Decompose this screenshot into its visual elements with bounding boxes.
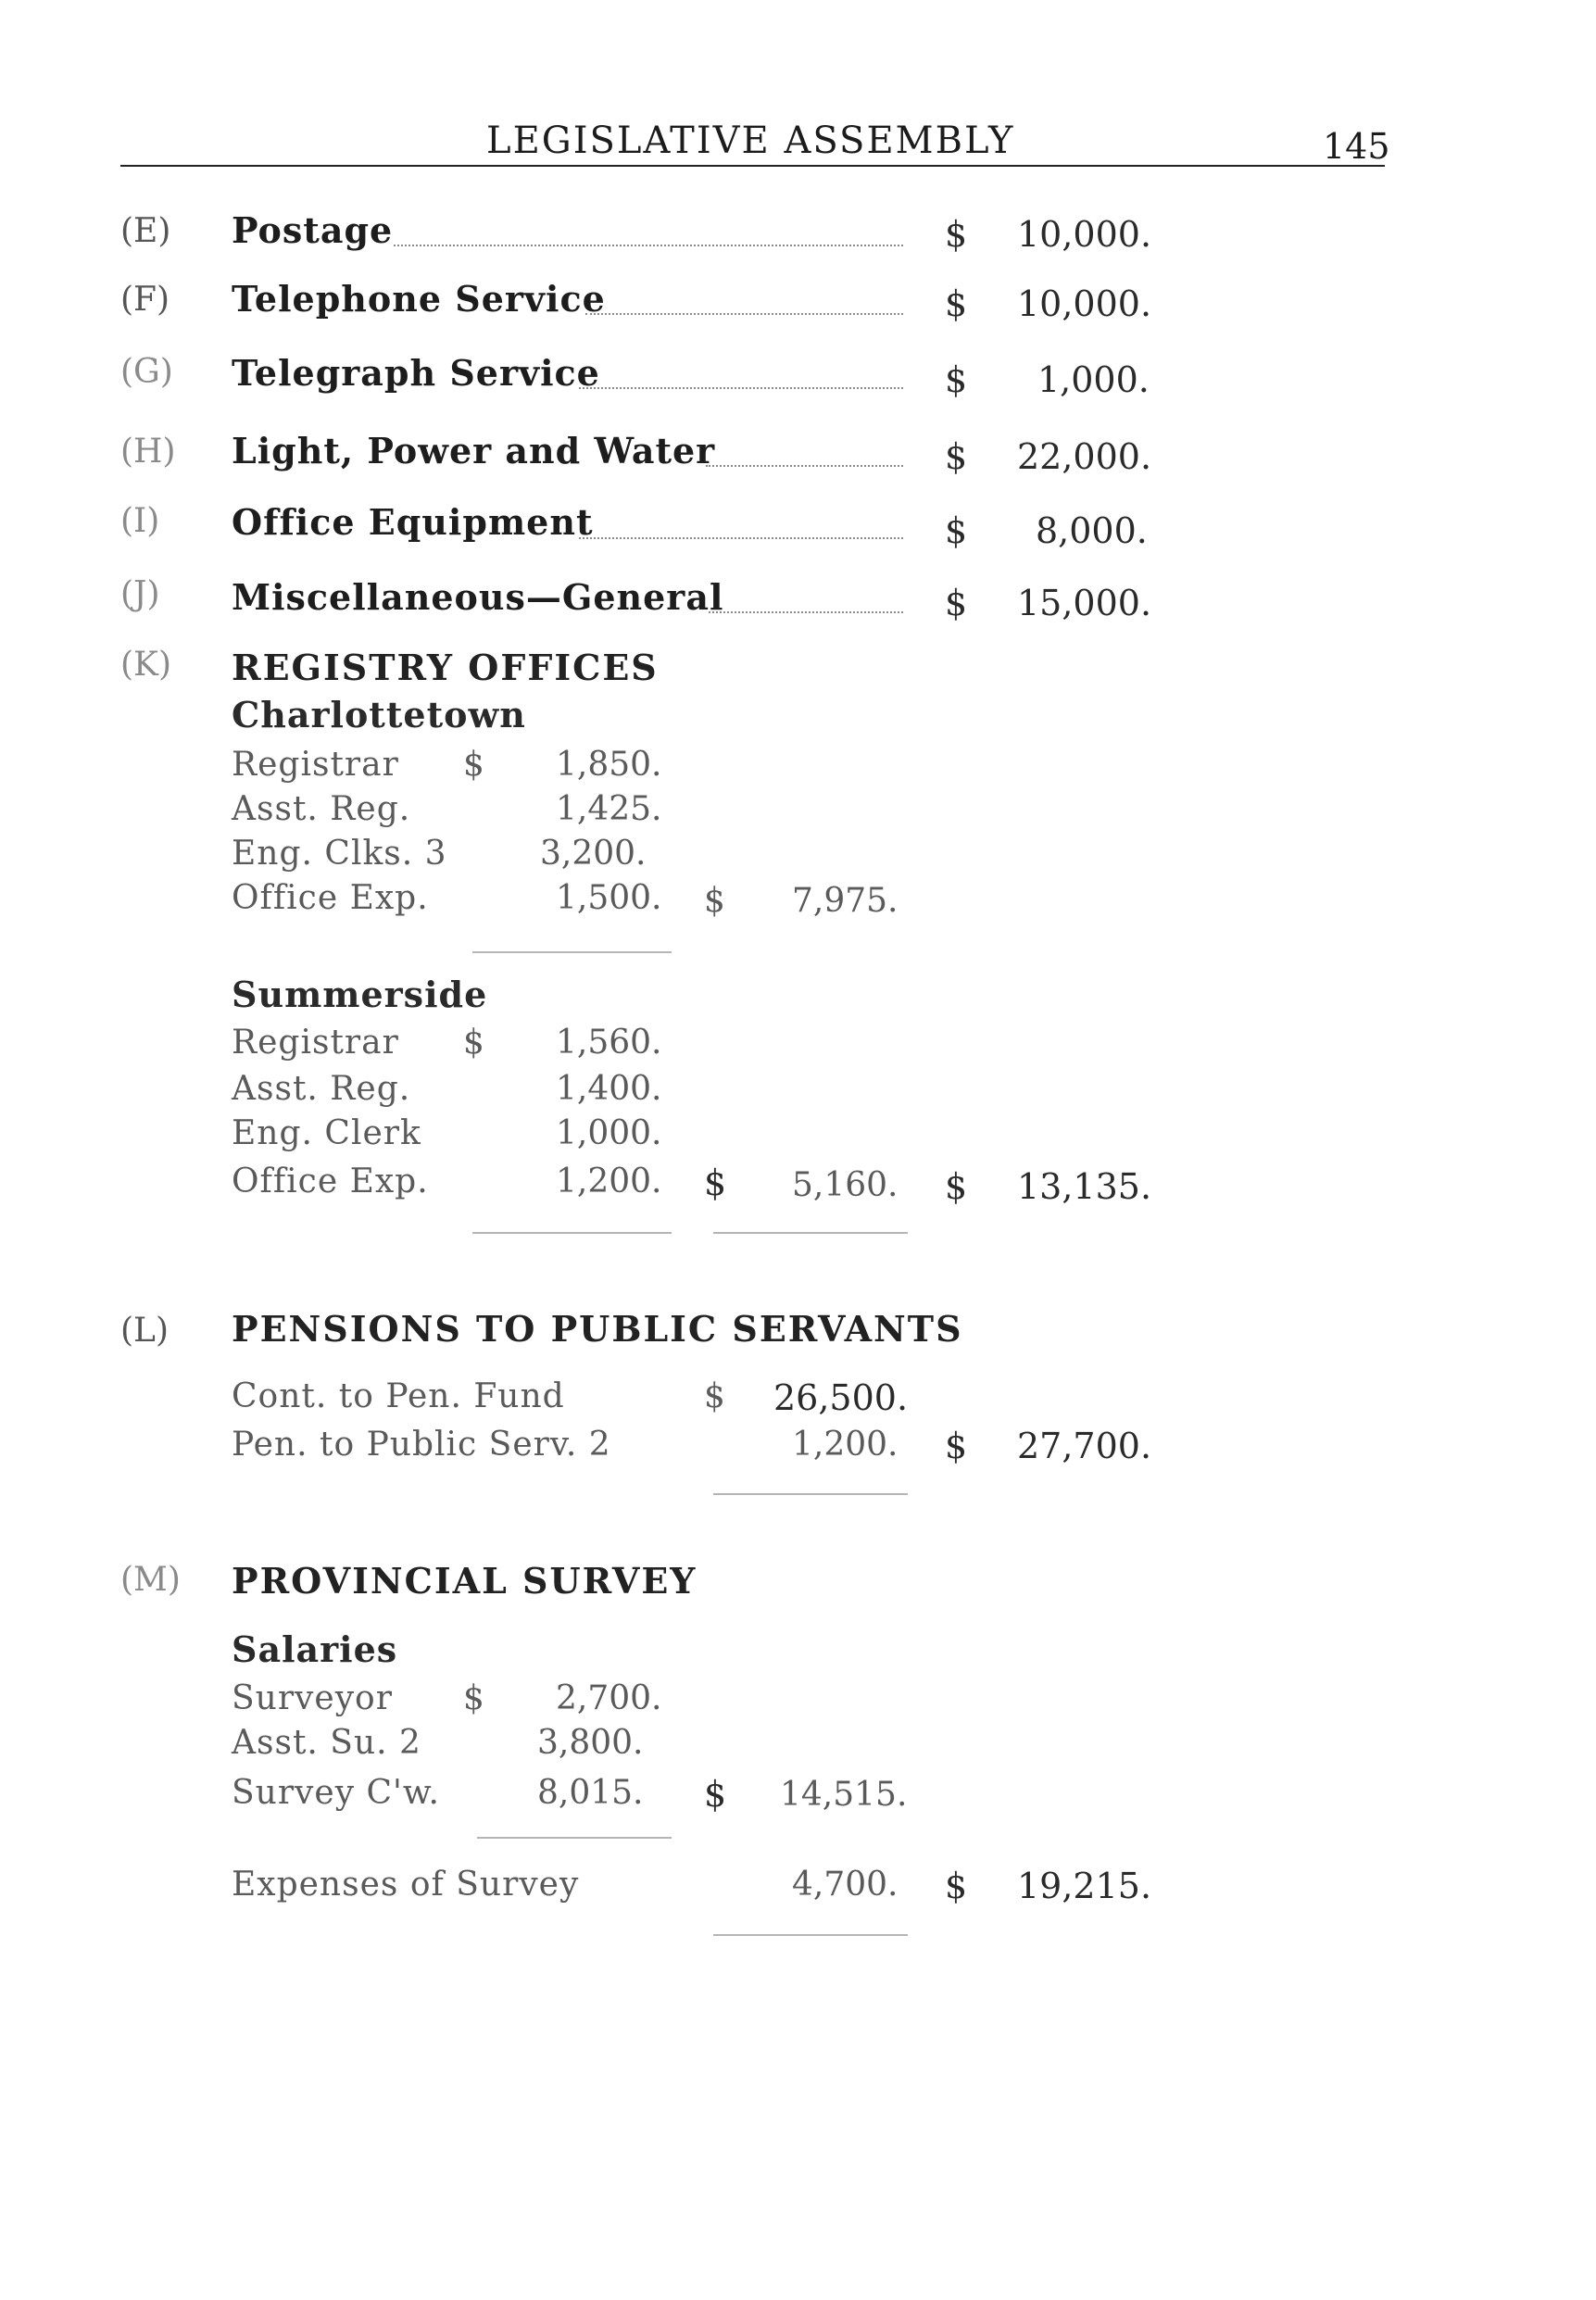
dot-leader xyxy=(709,611,903,613)
row-label: Registrar xyxy=(232,1024,399,1062)
row-amount: 1,400. xyxy=(556,1070,662,1108)
row-label: Registrar xyxy=(232,746,399,784)
item-amount-telegraph-service: 1,000. xyxy=(1037,359,1150,400)
item-letter-j: (J) xyxy=(120,575,160,613)
subtotal-rule xyxy=(477,1837,672,1839)
dollar-sign: $ xyxy=(945,510,968,551)
row-label: Asst. Reg. xyxy=(232,1070,411,1108)
row-amount: 3,800. xyxy=(537,1724,644,1762)
total-provincial-survey: 19,215. xyxy=(1017,1866,1152,1906)
dot-leader xyxy=(394,245,903,246)
page-number: 145 xyxy=(1323,126,1390,167)
row-label: Surveyor xyxy=(232,1679,393,1717)
row-amount: 1,560. xyxy=(556,1024,662,1062)
dollar-sign: $ xyxy=(945,1426,968,1466)
item-amount-postage: 10,000. xyxy=(1017,214,1152,255)
subtotal-rule xyxy=(713,1934,908,1936)
dollar-sign: $ xyxy=(704,1774,727,1815)
row-amount: 1,000. xyxy=(556,1114,662,1152)
section-title-pensions: PENSIONS TO PUBLIC SERVANTS xyxy=(232,1308,963,1350)
dot-leader xyxy=(579,537,903,539)
row-amount: 3,200. xyxy=(540,835,647,873)
dollar-sign: $ xyxy=(945,283,968,324)
subtotal-rule xyxy=(713,1232,908,1234)
item-letter-f: (F) xyxy=(120,281,170,319)
subsection-title-charlottetown: Charlottetown xyxy=(232,694,526,735)
dot-leader xyxy=(579,387,903,389)
item-amount-office-equipment: 8,000. xyxy=(1036,510,1148,551)
item-label-light-power-water: Light, Power and Water xyxy=(232,430,716,471)
row-label: Pen. to Public Serv. 2 xyxy=(232,1426,611,1464)
subtotal-salaries: 14,515. xyxy=(780,1776,908,1814)
row-label: Office Exp. xyxy=(232,879,429,917)
row-amount: 1,200. xyxy=(556,1163,662,1200)
item-amount-light-power-water: 22,000. xyxy=(1017,436,1152,477)
subtotal-rule xyxy=(472,951,672,953)
dot-leader xyxy=(706,465,903,467)
dollar-sign: $ xyxy=(463,1679,484,1717)
dollar-sign: $ xyxy=(945,1866,968,1906)
dollar-sign: $ xyxy=(945,1166,968,1207)
row-label: Survey C'w. xyxy=(232,1774,440,1812)
row-label: Office Exp. xyxy=(232,1163,429,1200)
row-label: Asst. Su. 2 xyxy=(232,1724,421,1762)
item-letter-k: (K) xyxy=(120,646,171,684)
item-label-postage: Postage xyxy=(232,209,394,251)
row-amount: 1,425. xyxy=(556,790,662,828)
subtotal-rule xyxy=(713,1493,908,1495)
item-label-office-equipment: Office Equipment xyxy=(232,501,594,543)
subtotal-summerside: 5,160. xyxy=(792,1166,899,1204)
dollar-sign: $ xyxy=(945,436,968,477)
subsection-title-salaries: Salaries xyxy=(232,1628,398,1670)
item-letter-i: (I) xyxy=(120,502,160,540)
row-amount: 26,500. xyxy=(773,1377,909,1418)
item-letter-h: (H) xyxy=(120,433,176,471)
dollar-sign: $ xyxy=(945,214,968,255)
item-amount-telephone-service: 10,000. xyxy=(1017,283,1152,324)
dollar-sign: $ xyxy=(463,746,484,784)
row-amount: 1,500. xyxy=(556,879,662,917)
row-amount: 2,700. xyxy=(556,1679,662,1717)
row-label: Asst. Reg. xyxy=(232,790,411,828)
section-title-registry-offices: REGISTRY OFFICES xyxy=(232,647,659,688)
dollar-sign: $ xyxy=(945,359,968,400)
row-amount: 8,015. xyxy=(537,1774,644,1812)
subsection-title-summerside: Summerside xyxy=(232,974,488,1015)
row-amount: 1,200. xyxy=(792,1426,899,1464)
row-label: Cont. to Pen. Fund xyxy=(232,1377,565,1415)
section-title-provincial-survey: PROVINCIAL SURVEY xyxy=(232,1560,697,1602)
item-letter-l: (L) xyxy=(120,1312,169,1350)
dollar-sign: $ xyxy=(945,583,968,623)
dollar-sign: $ xyxy=(704,882,725,920)
dollar-sign: $ xyxy=(704,1377,725,1415)
item-label-miscellaneous-general: Miscellaneous—General xyxy=(232,576,724,618)
dollar-sign: $ xyxy=(704,1163,727,1203)
total-registry-offices: 13,135. xyxy=(1017,1166,1152,1207)
row-label: Eng. Clerk xyxy=(232,1114,421,1152)
row-amount-expenses-of-survey: 4,700. xyxy=(792,1866,899,1904)
item-letter-g: (G) xyxy=(120,353,173,391)
dollar-sign: $ xyxy=(463,1024,484,1062)
dot-leader xyxy=(585,313,903,315)
item-label-telephone-service: Telephone Service xyxy=(232,278,606,320)
subtotal-charlottetown: 7,975. xyxy=(792,882,899,920)
item-amount-miscellaneous-general: 15,000. xyxy=(1017,583,1152,623)
page-header-title: LEGISLATIVE ASSEMBLY xyxy=(486,119,1015,162)
subtotal-rule xyxy=(472,1232,672,1234)
item-label-telegraph-service: Telegraph Service xyxy=(232,352,600,394)
item-letter-m: (M) xyxy=(120,1561,181,1599)
row-label-expenses-of-survey: Expenses of Survey xyxy=(232,1866,580,1904)
total-pensions: 27,700. xyxy=(1017,1426,1152,1466)
header-rule xyxy=(120,165,1385,167)
row-label: Eng. Clks. 3 xyxy=(232,835,447,873)
item-letter-e: (E) xyxy=(120,212,171,250)
row-amount: 1,850. xyxy=(556,746,662,784)
